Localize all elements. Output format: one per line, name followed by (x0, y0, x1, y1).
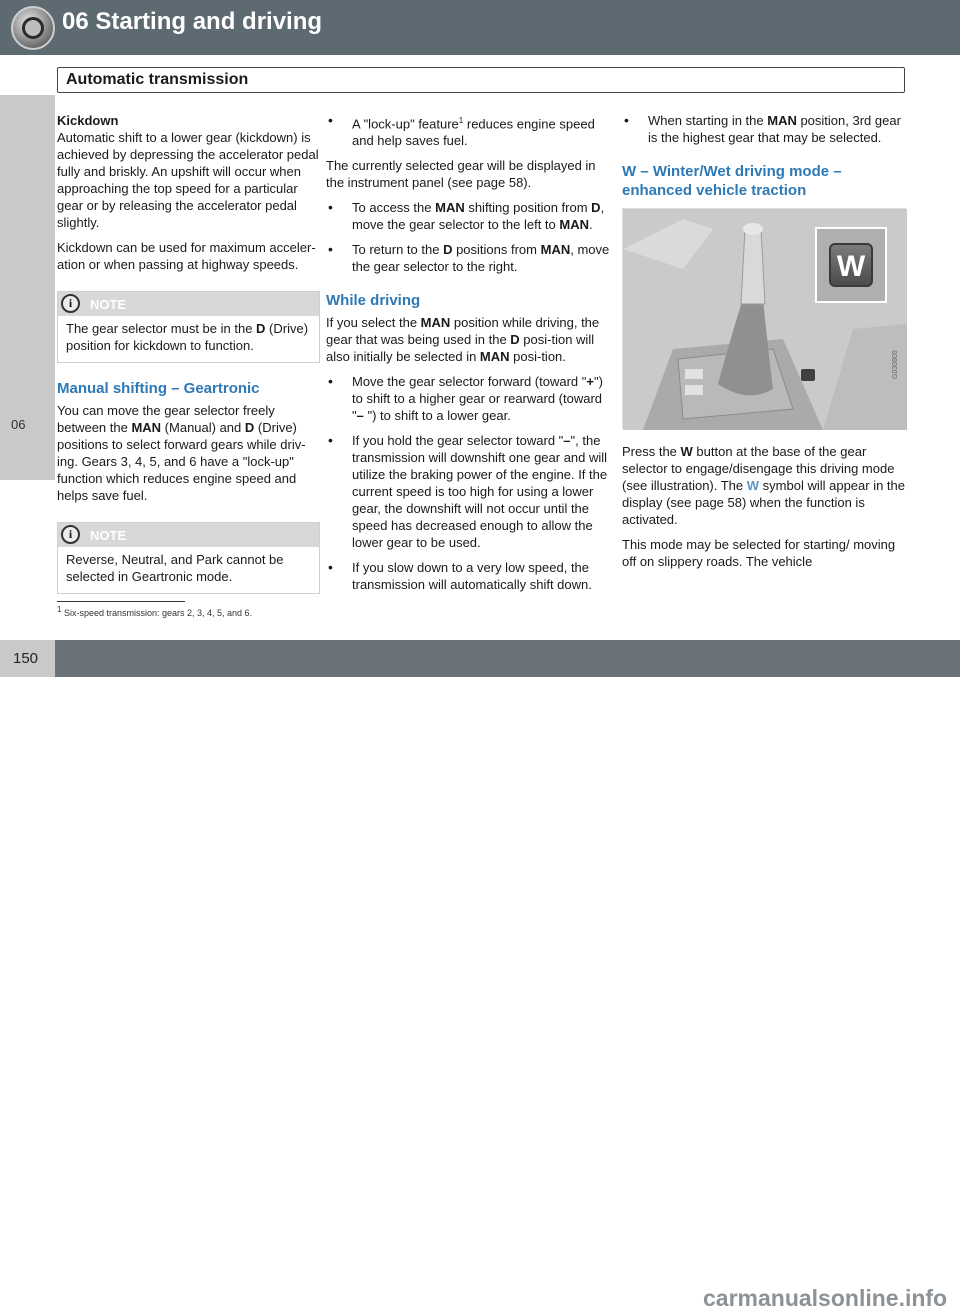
section-title: Automatic transmission (66, 71, 249, 88)
column-3 (622, 112, 906, 578)
while-driving-heading: While driving (326, 292, 421, 310)
watermark: carmanualsonline.info (703, 1285, 948, 1311)
column-1 (57, 112, 320, 604)
info-icon: i (61, 525, 80, 544)
kickdown-paragraph-2: Kickdown can be used for maximum acceler-ation or when passing at highway speeds. (57, 240, 316, 272)
kickdown-heading: Kickdown (57, 113, 119, 128)
note-text: (Drive) position for kickdown to function. (66, 321, 309, 353)
note-text-bold: D (256, 321, 266, 336)
bullet-return-d: • To return to the D positions from MAN, move the gear selector to the right. (326, 241, 613, 275)
w-button-callout (815, 227, 887, 303)
note-box-kickdown (57, 291, 320, 363)
info-icon: i (61, 294, 80, 313)
gear-selector-illustration (622, 208, 906, 429)
footnote-ref: 1 (458, 116, 464, 125)
kickdown-paragraph-1: Automatic shift to a lower gear (kickdown) is achieved by depressing the accelerator pedal fully and briskly. An upshift will occur when approaching the top speed for a particular gear or by releasing the accelerator pedal slightly. (57, 130, 319, 230)
figure-code: G030809 (892, 350, 899, 379)
steering-wheel-icon (11, 6, 55, 50)
chapter-header-bar (0, 0, 960, 55)
mode-paragraph: This mode may be selected for starting/ moving off on slippery roads. The vehicle (622, 537, 896, 569)
steering-wheel-hub-icon (22, 17, 44, 39)
press-w-paragraph: Press the W button at the base of the gear selector to engage/disengage this driving mode (see illustration). The W symbol will appear in the display (see page 58) when the function is activated. (622, 444, 906, 527)
note-box-geartronic (57, 522, 320, 594)
note-label: NOTE (90, 528, 127, 543)
section-title-box (57, 67, 905, 93)
chapter-title: 06 Starting and driving (62, 8, 323, 35)
w-button-icon: W (829, 243, 873, 287)
page-number: 150 (13, 650, 39, 667)
bullet-hold-selector: • If you hold the gear selector toward "–", the transmission will downshift one gear and will utilize the braking power of the engine. If the current speed is too high for using a lower gear, the downshift will not occur until the speed has decreased enough to allow the lower gear to be used. (326, 432, 613, 551)
bullet-access-man: • To access the MAN shifting position from D, move the gear selector to the left to MAN. (326, 199, 613, 233)
footnote-mark: 1 (57, 605, 62, 614)
bullet-move-selector: • Move the gear selector forward (toward "+") to shift to a higher gear or rearward (toward "– ") to shift to a lower gear. (326, 373, 613, 424)
note-body: Reverse, Neutral, and Park cannot be selected in Geartronic mode. (66, 552, 284, 584)
note-header (58, 292, 319, 316)
page-number-box (0, 640, 55, 677)
footer-bar (0, 640, 960, 1311)
footnote-text: Six-speed transmission: gears 2, 3, 4, 5, and 6. (63, 608, 253, 618)
manual-shifting-heading: Manual shifting – Geartronic (57, 380, 260, 397)
display-paragraph: The currently selected gear will be displayed in the instrument panel (see page 58). (326, 158, 596, 191)
chapter-side-tab-label: 06 (11, 417, 26, 432)
footnote-divider (57, 601, 185, 602)
chapter-side-tab (0, 95, 55, 480)
bullet-lockup: • A "lock-up" feature$^1$ reduces engine speed and help saves fuel. (326, 112, 613, 149)
winter-mode-heading: W – Winter/Wet driving mode – enhanced vehicle traction (622, 163, 842, 199)
footnote (57, 605, 252, 618)
note-text: The gear selector must be in the (66, 321, 257, 336)
note-label: NOTE (90, 297, 127, 312)
manual-shifting-paragraph: You can move the gear selector freely between the MAN (Manual) and D (Drive) positions to select forward gears while driv-ing. Gears 3, 4, 5, and 6 have a "lock-up" function which reduces engine speed and helps save fuel. (57, 403, 306, 503)
note-body (58, 316, 319, 362)
column-2 (326, 112, 613, 601)
bullet-starting-man: • When starting in the MAN position, 3rd gear is the highest gear that may be selected. (622, 112, 906, 146)
note-header (58, 523, 319, 547)
while-driving-paragraph: If you select the MAN position while driving, the gear that was being used in the D posi-tion will also initially be selected in MAN posi-tion. (326, 315, 600, 365)
bullet-slow-down: • If you slow down to a very low speed, the transmission will automatically shift down. (326, 559, 613, 593)
